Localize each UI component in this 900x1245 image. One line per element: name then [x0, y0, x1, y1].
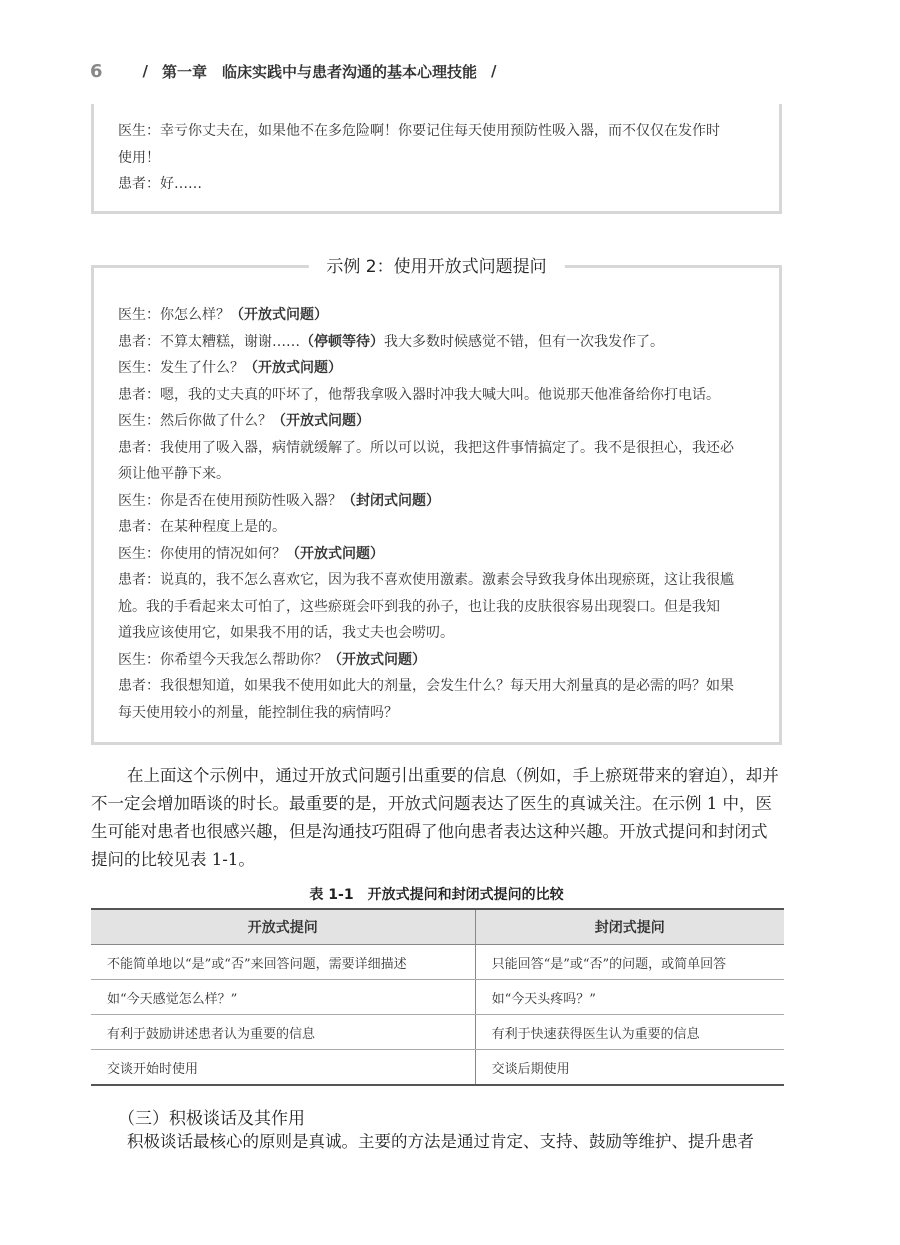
- dialogue-text: 医生：发生了什么？: [118, 360, 244, 376]
- dialogue-line: 医生：幸亏你丈夫在，如果他不在多危险啊！你要记住每天使用预防性吸入器，而不仅仅在发作时: [118, 123, 720, 139]
- dialogue-line: [118, 620, 755, 647]
- table-cell: 交谈后期使用: [475, 1050, 784, 1086]
- dialogue-line: 使用！: [118, 149, 160, 166]
- dialogue-line: [118, 541, 755, 568]
- dialogue-text: 我大多数时候感觉不错，但有一次我发作了。: [384, 333, 664, 350]
- comparison-table: [91, 908, 784, 1086]
- dialogue-text: 医生：你使用的情况如何？: [118, 545, 286, 562]
- dialogue-text: 患者：我使用了吸入器，病情就缓解了。所以可以说，我把这件事情搞定了。我不是很担心，我还必: [118, 439, 734, 456]
- question-type-tag: （开放式问题）: [272, 413, 370, 429]
- table-row: [91, 1050, 784, 1086]
- dialogue-text: 患者：在某种程度上是的。: [118, 519, 286, 535]
- dialogue-text: 道我应该使用它，如果我不用的话，我丈夫也会唠叨。: [118, 625, 454, 641]
- question-type-tag: （开放式问题）: [230, 307, 328, 323]
- dialogue-line: [118, 673, 755, 700]
- example-1-continued-box: [91, 104, 782, 214]
- dialogue-line: [118, 302, 755, 329]
- dialogue-line: [118, 355, 755, 382]
- page-number: 6: [90, 60, 103, 82]
- chapter-title: 第一章 临床实践中与患者沟通的基本心理技能: [162, 62, 478, 81]
- question-type-tag: （开放式问题）: [286, 545, 384, 562]
- dialogue-line: [118, 461, 755, 488]
- dialogue-line: [118, 382, 755, 409]
- dialogue-lines: [118, 302, 755, 726]
- column-header-open: 开放式提问: [91, 909, 475, 945]
- page-header: [90, 58, 790, 84]
- dialogue-line: [118, 435, 755, 462]
- table-cell: 只能回答“是”或“否”的问题，或简单回答: [475, 945, 784, 980]
- dialogue-text: 医生：你怎么样？: [118, 307, 230, 323]
- table-cell: 不能简单地以“是”或“否”来回答问题，需要详细描述: [91, 945, 475, 980]
- dialogue-text: 须让他平静下来。: [118, 466, 230, 482]
- table-header-row: [91, 909, 784, 945]
- dialogue-line: [118, 594, 755, 621]
- dialogue-line: [118, 408, 755, 435]
- dialogue-text: 医生：你希望今天我怎么帮助你？: [118, 651, 328, 668]
- table-caption: 表 1-1 开放式提问和封闭式提问的比较: [309, 887, 564, 903]
- dialogue-line: [118, 514, 755, 541]
- dialogue-text: 医生：然后你做了什么？: [118, 413, 272, 429]
- dialogue-text: 患者：说真的，我不怎么喜欢它，因为我不喜欢使用激素。激素会导致我身体出现瘀斑，这让我很尴: [118, 572, 734, 588]
- header-separator: /: [491, 62, 497, 80]
- section-paragraph: 积极谈话最核心的原则是真诚。主要的方法是通过肯定、支持、鼓励等维护、提升患者: [127, 1132, 754, 1151]
- question-type-tag: （开放式问题）: [328, 651, 426, 668]
- dialogue-line: [118, 567, 755, 594]
- table-cell: 交谈开始时使用: [91, 1050, 475, 1086]
- dialogue-line: [118, 647, 755, 674]
- body-paragraph: 在上面这个示例中，通过开放式问题引出重要的信息（例如，手上瘀斑带来的窘迫），却并不一定会增加晤谈的时长。最重要的是，开放式问题表达了医生的真诚关注。在示例 1 中，医生可能对患者也很感兴趣，但是沟通技巧阻碍了他向患者表达这种兴趣。开放式提问和封闭式提问的比较见表 1-1。: [91, 766, 779, 869]
- dialogue-text: 患者：嗯，我的丈夫真的吓坏了，他帮我拿吸入器时冲我大喊大叫。他说那天他准备给你打电话。: [118, 386, 720, 403]
- table-cell: 有利于鼓励讲述患者认为重要的信息: [91, 1015, 475, 1050]
- dialogue-line: [118, 488, 755, 515]
- header-separator: /: [142, 62, 149, 80]
- table-cell: 有利于快速获得医生认为重要的信息: [475, 1015, 784, 1050]
- table-row: [91, 945, 784, 980]
- dialogue-line: 患者：好……: [118, 176, 202, 192]
- example-2-box: [91, 257, 782, 745]
- table-cell: 如“今天感觉怎么样？”: [91, 980, 475, 1015]
- dialogue-text: 医生：你是否在使用预防性吸入器？: [118, 492, 342, 509]
- question-type-tag: （封闭式问题）: [342, 492, 440, 509]
- table-cell: 如“今天头疼吗？”: [475, 980, 784, 1015]
- question-type-tag: （停顿等待）: [300, 333, 384, 350]
- dialogue-text: 患者：我很想知道，如果我不使用如此大的剂量，会发生什么？每天用大剂量真的是必需的吗？如果: [118, 678, 734, 694]
- column-header-closed: 封闭式提问: [475, 909, 784, 945]
- dialogue-line: [118, 700, 755, 727]
- section-heading: （三）积极谈话及其作用: [118, 1109, 305, 1129]
- question-type-tag: （开放式问题）: [244, 360, 342, 376]
- example-2-title: 示例 2：使用开放式问题提问: [308, 252, 564, 277]
- dialogue-text: 尬。我的手看起来太可怕了，这些瘀斑会吓到我的孙子，也让我的皮肤很容易出现裂口。但是我知: [118, 598, 720, 615]
- dialogue-text: 每天使用较小的剂量，能控制住我的病情吗？: [118, 704, 398, 721]
- table-row: [91, 1015, 784, 1050]
- dialogue-text: 患者：不算太糟糕，谢谢……: [118, 333, 300, 350]
- dialogue-line: [118, 329, 755, 356]
- table-row: [91, 980, 784, 1015]
